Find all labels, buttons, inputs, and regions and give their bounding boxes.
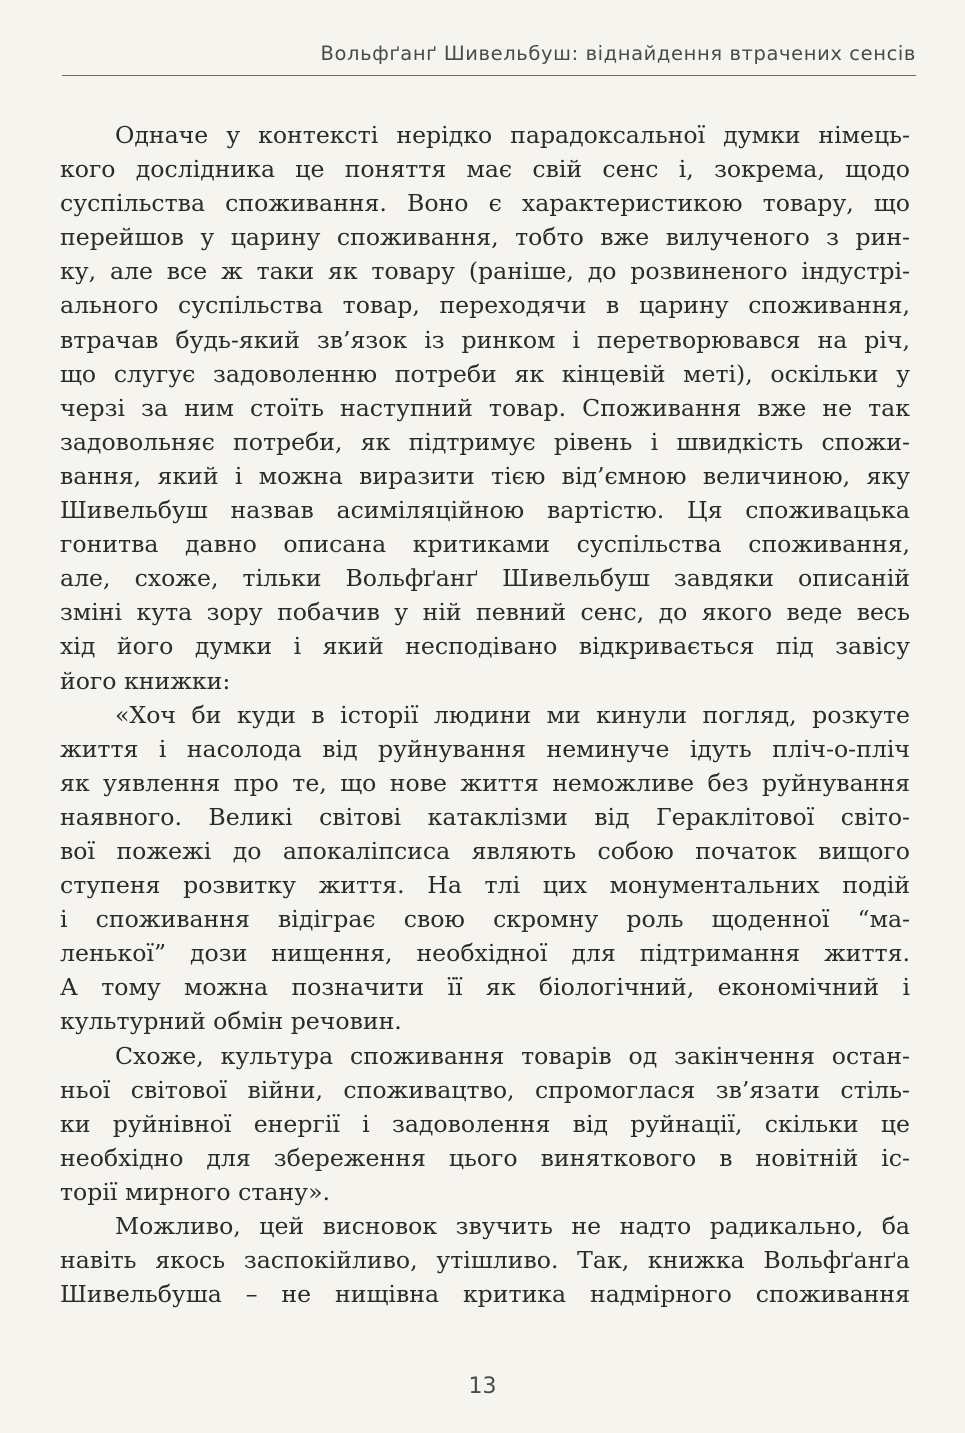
- text-line: але, схоже, тільки Вольфґанґ Шивельбуш завдяки описаній: [60, 564, 910, 593]
- text-line: ку, але все ж таки як товару (раніше, до розвиненого індустрі-: [60, 257, 910, 286]
- page-number: 13: [468, 1374, 497, 1399]
- text-line: і споживання відіграє свою скромну роль щоденної “ма-: [60, 905, 910, 934]
- body-text: [60, 118, 910, 1311]
- text-line: торії мирного стану».: [60, 1177, 331, 1206]
- paragraph: [60, 118, 910, 698]
- text-line: суспільства споживання. Воно є характеристикою товару, що: [60, 189, 910, 218]
- text-line: перейшов у царину споживання, тобто вже вилученого з рин-: [60, 223, 910, 252]
- text-line: ступеня розвитку життя. На тлі цих монументальних подій: [60, 871, 910, 900]
- text-line: задовольняє потреби, як підтримує рівень і швидкість спожи-: [60, 427, 910, 456]
- text-line: Можливо, цей висновок звучить не надто радикально, ба: [115, 1212, 910, 1240]
- text-line: його книжки:: [60, 666, 231, 695]
- text-line: необхідно для збереження цього виняткового в новітній іс-: [60, 1143, 910, 1172]
- text-line: що слугує задоволенню потреби як кінцевій меті), оскільки у: [60, 359, 910, 388]
- text-line: кого дослідника це поняття має свій сенс і, зокрема, щодо: [60, 155, 910, 184]
- header-rule: [62, 75, 916, 76]
- text-line: ки руйнівної енергії і задоволення від руйнації, скільки це: [60, 1109, 910, 1138]
- text-line: Схоже, культура споживання товарів од закінчення остан-: [115, 1041, 910, 1070]
- text-line: ального суспільства товар, переходячи в царину споживання,: [60, 291, 910, 320]
- text-line: наявного. Великі світові катаклізми від Гераклітової світо-: [60, 802, 910, 831]
- text-line: «Хоч би куди в історії людини ми кинули погляд, розкуте: [115, 700, 910, 729]
- text-line: вої пожежі до апокаліпсиса являють собою початок вищого: [60, 836, 910, 865]
- text-line: культурний обмін речовин.: [60, 1007, 402, 1036]
- paragraph: [60, 698, 910, 1039]
- text-line: ленької” дози нищення, необхідної для підтримання життя.: [60, 939, 910, 968]
- text-line: ньої світової війни, споживацтво, спромоглася зв’язати стіль-: [60, 1075, 910, 1104]
- text-line: як уявлення про те, що нове життя неможливе без руйнування: [60, 768, 910, 797]
- running-head: Вольфґанґ Шивельбуш: віднайдення втрачених сенсів: [320, 42, 916, 65]
- text-line: навіть якось заспокійливо, утішливо. Так, книжка Вольфґанґа: [60, 1246, 910, 1275]
- paragraph: [60, 1209, 910, 1311]
- text-line: Одначе у контексті нерідко парадоксальної думки німець-: [115, 121, 910, 149]
- text-line: черзі за ним стоїть наступний товар. Споживання вже не так: [60, 393, 910, 422]
- paragraph: [60, 1039, 910, 1209]
- text-line: Шивельбуша – не нищівна критика надмірного споживання: [60, 1280, 910, 1309]
- text-line: Шивельбуш назвав асиміляційною вартістю. Ця споживацька: [60, 496, 910, 525]
- text-line: зміні кута зору побачив у ній певний сенс, до якого веде весь: [60, 598, 910, 627]
- text-line: втрачав будь-який зв’язок із ринком і перетворювався на річ,: [60, 325, 910, 354]
- text-line: гонитва давно описана критиками суспільства споживання,: [60, 530, 910, 559]
- text-line: життя і насолода від руйнування неминуче ідуть пліч-о-пліч: [60, 734, 910, 763]
- text-line: вання, який і можна виразити тією від’ємною величиною, яку: [60, 461, 910, 490]
- text-line: хід його думки і який несподівано відкривається під завісу: [60, 632, 910, 661]
- text-line: А тому можна позначити її як біологічний, економічний і: [60, 973, 910, 1002]
